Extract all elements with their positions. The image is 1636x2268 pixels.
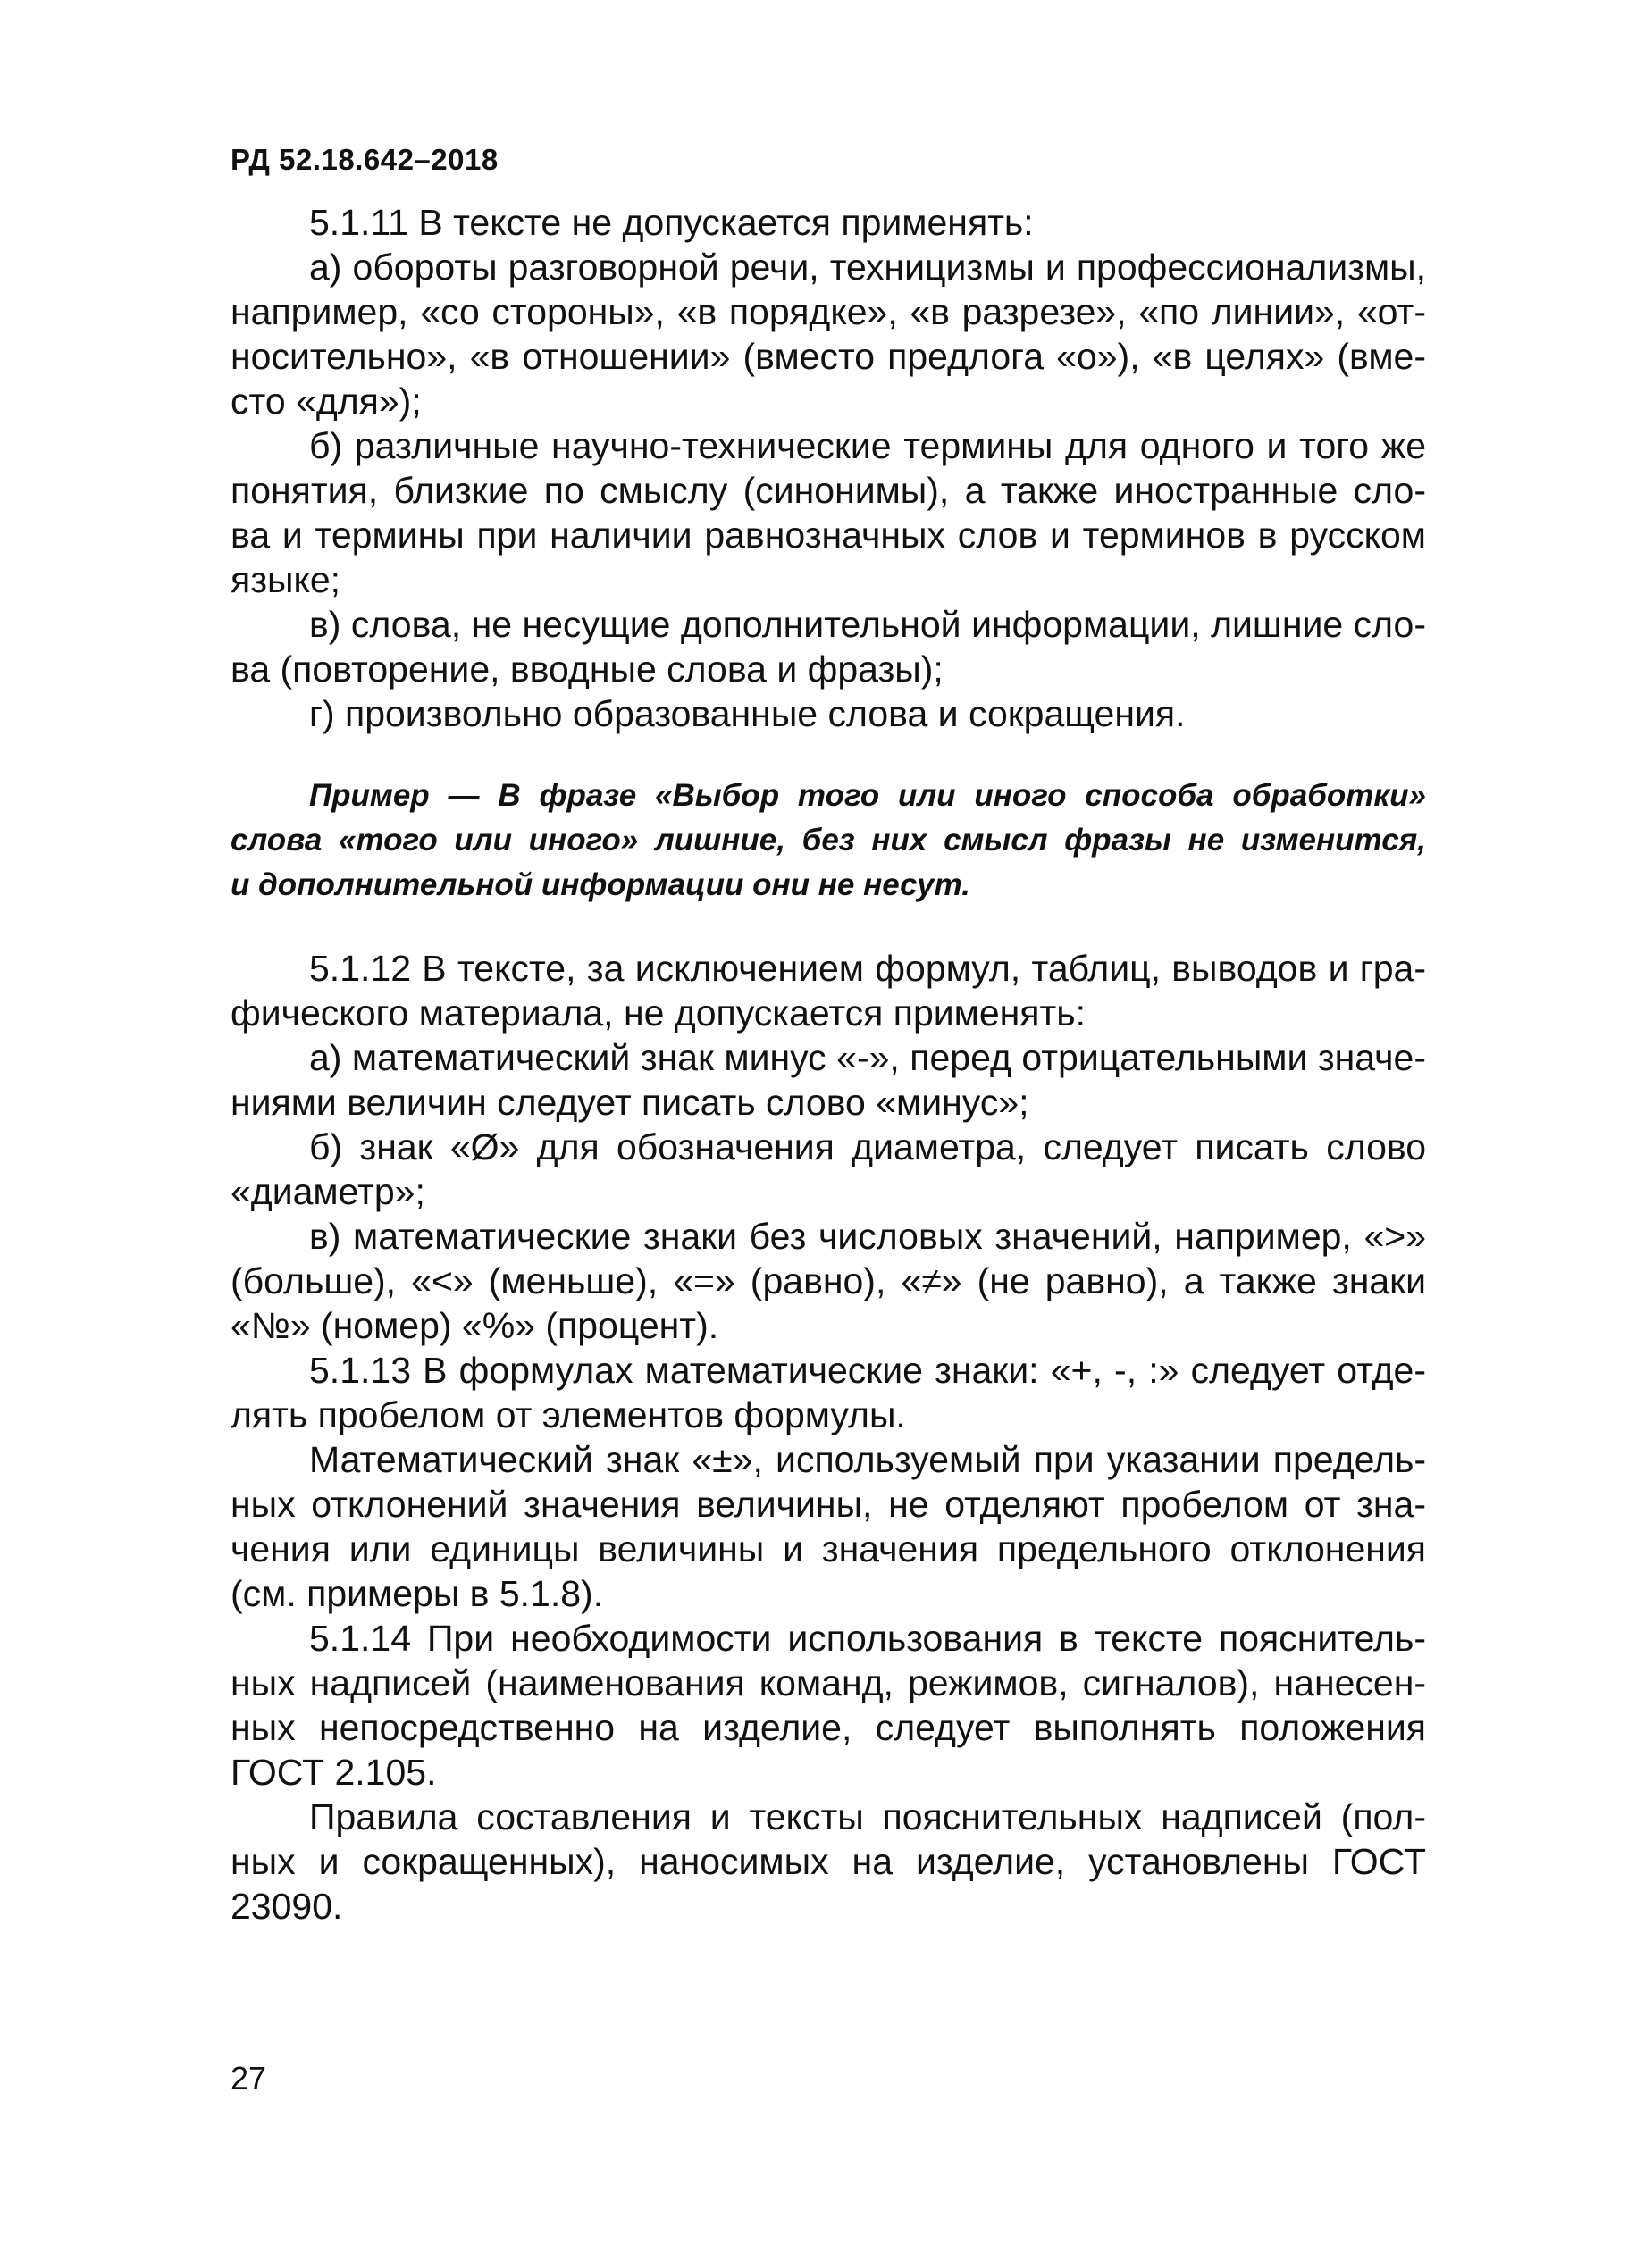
text-line: ных надписей (наименования команд, режимов, сигналов), нанесен- <box>231 1662 1426 1703</box>
page-number: 27 <box>231 2060 267 2096</box>
text-line: фического материала, не допускается применять: <box>231 992 1086 1034</box>
spacer <box>231 908 1426 946</box>
text-line: «диаметр»; <box>231 1171 425 1212</box>
text-line: (больше), «<» (меньше), «=» (равно), «≠» (не равно), а также знаки <box>231 1260 1426 1301</box>
text-line: Математический знак «±», используемый при указании предель- <box>309 1439 1426 1480</box>
text-line: ва и термины при наличии равнозначных слов и терминов в русском <box>231 515 1426 556</box>
paragraph-5-1-11-heading: 5.1.11 В тексте не допускается применять: <box>309 202 1034 243</box>
text-line: Правила составления и тексты пояснительных надписей (пол- <box>309 1796 1426 1837</box>
text-line: носительно», «в отношении» (вместо предлога «о»), «в целях» (вме- <box>231 336 1426 377</box>
text-line: ниями величин следует писать слово «минус»; <box>231 1082 1029 1123</box>
text-line: а) обороты разговорной речи, техницизмы и профессионализмы, <box>309 247 1426 288</box>
paragraph-5-1-14-heading: 5.1.14 При необходимости использования в тексте пояснитель- <box>309 1618 1426 1659</box>
example-line: слова «того или иного» лишние, без них смысл фразы не изменится, <box>231 823 1426 858</box>
text-line: ных отклонений значения величины, не отделяют пробелом от зна- <box>231 1484 1426 1525</box>
text-line: например, «со стороны», «в порядке», «в разрезе», «по линии», «от- <box>231 291 1426 332</box>
text-line: б) различные научно-технические термины для одного и того же <box>309 425 1426 466</box>
text-line: чения или единицы величины и значения предельного отклонения <box>231 1528 1426 1569</box>
text-line: сто «для»); <box>231 381 422 422</box>
document-body <box>231 200 1426 1929</box>
text-line: ных и сокращенных), наносимых на изделие, установлены ГОСТ <box>231 1841 1426 1882</box>
text-line: б) знак «Ø» для обозначения диаметра, следует писать слово <box>309 1126 1426 1167</box>
document-code-header: РД 52.18.642–2018 <box>231 143 499 176</box>
text-line: ных непосредственно на изделие, следует выполнять положения <box>231 1707 1426 1748</box>
text-line: «№» (номер) «%» (процент). <box>231 1305 719 1346</box>
text-line: 23090. <box>231 1886 343 1927</box>
paragraph-5-1-12-heading: 5.1.12 В тексте, за исключением формул, таблиц, выводов и гра- <box>309 948 1426 989</box>
text-line: языке; <box>231 559 341 600</box>
text-line: г) произвольно образованные слова и сокращения. <box>309 693 1186 734</box>
paragraph-5-1-13-heading: 5.1.13 В формулах математические знаки: «+, -, :» следует отде- <box>309 1350 1426 1391</box>
text-line: лять пробелом от элементов формулы. <box>231 1394 906 1435</box>
text-line: ва (повторение, вводные слова и фразы); <box>231 649 944 690</box>
text-line: ГОСТ 2.105. <box>231 1752 437 1793</box>
text-line: в) математические знаки без числовых значений, например, «>» <box>309 1216 1426 1257</box>
example-line: и дополнительной информации они не несут. <box>231 867 970 902</box>
text-line: (см. примеры в 5.1.8). <box>231 1573 604 1614</box>
text-line: понятия, близкие по смыслу (синонимы), а также иностранные сло- <box>231 470 1426 511</box>
spacer <box>231 736 1426 774</box>
text-line: а) математический знак минус «-», перед отрицательными значе- <box>309 1037 1426 1078</box>
text-line: в) слова, не несущие дополнительной информации, лишние сло- <box>309 604 1426 645</box>
example-line: Пример — В фразе «Выбор того или иного способа обработки» <box>309 778 1426 813</box>
